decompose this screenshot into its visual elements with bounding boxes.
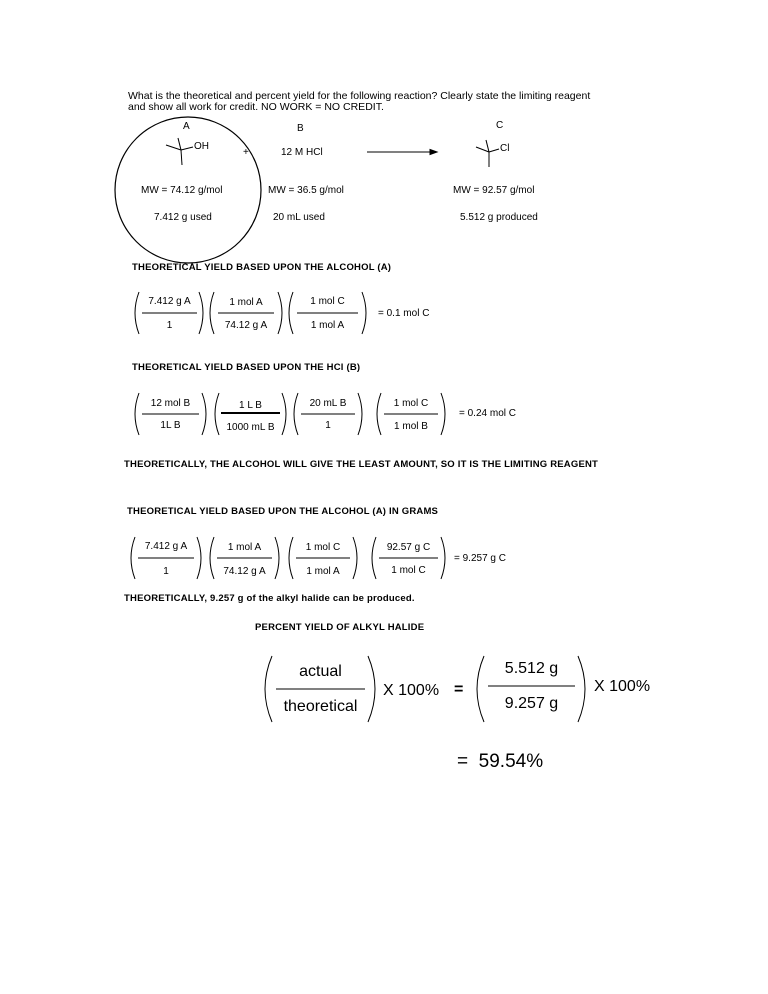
s3-f1-den: 1 [163,566,169,577]
percent-num-1: actual [299,663,342,680]
s1-f2-num: 1 mol A [229,297,263,308]
s2-f4-den: 1 mol B [394,421,428,432]
s3-f2-den: 74.12 g A [223,566,266,577]
s1-f2-den: 74.12 g A [224,320,268,331]
percent-times-2: X 100% [594,678,651,695]
percent-times-1: X 100% [383,682,440,699]
used-b: 20 mL used [273,212,325,223]
s3-f3-num: 1 mol C [305,542,341,553]
s2-result: = 0.24 mol C [459,408,516,419]
s2-f2-num: 1 L B [239,400,262,411]
s3-f1-num: 7.412 g A [144,541,188,552]
section2-heading: THEORETICAL YIELD BASED UPON THE HCl (B) [132,362,361,373]
s3-f4-num: 92.57 g C [386,542,431,553]
reaction-arrow [367,150,437,155]
s2-f3-den: 1 [325,420,331,431]
percent-heading: PERCENT YIELD OF ALKYL HALIDE [255,622,425,633]
s1-f1-den: 1 [166,320,173,331]
alcohol-structure [166,138,193,165]
mw-a: MW = 74.12 g/mol [141,185,223,196]
percent-num-2: 5.512 g [504,660,559,677]
label-a: A [183,121,190,132]
percent-equals: = [454,681,464,698]
s2-f1-den: 1L B [160,420,181,431]
question-line-2: and show all work for credit. NO WORK = NO CREDIT. [128,101,384,113]
alkyl-halide-structure [476,140,499,167]
percent-den-1: theoretical [283,698,358,715]
section1-heading: THEORETICAL YIELD BASED UPON THE ALCOHOL (A) [132,262,392,273]
percent-yield-result: = 59.54% [457,751,544,772]
s1-f3-den: 1 mol A [310,320,345,331]
label-c: C [496,120,504,131]
s2-f4-num: 1 mol C [393,398,429,409]
produced-c: 5.512 g produced [460,212,538,223]
s3-f4-den: 1 mol C [391,565,426,576]
limiting-reagent-conclusion: THEORETICALLY, THE ALCOHOL WILL GIVE THE LEAST AMOUNT, SO IT IS THE LIMITING REAGENT [124,459,599,470]
hcl-reagent: 12 M HCl [281,147,323,158]
theoretical-yield-conclusion: THEORETICALLY, 9.257 g of the alkyl halide can be produced. [124,593,415,604]
s2-f2-den: 1000 mL B [226,422,275,433]
s2-f1-num: 12 mol B [150,398,191,409]
s3-f2-num: 1 mol A [227,542,262,553]
section3-heading: THEORETICAL YIELD BASED UPON THE ALCOHOL (A) IN GRAMS [127,506,439,517]
hydroxyl-label: OH [194,141,209,152]
mw-c: MW = 92.57 g/mol [453,185,535,196]
s2-f3-num: 20 mL B [309,398,347,409]
s3-result: = 9.257 g C [454,553,506,564]
s1-f1-num: 7.412 g A [148,296,191,307]
plus-sign: + [243,147,249,158]
used-a: 7.412 g used [154,212,212,223]
s1-f3-num: 1 mol C [310,296,345,307]
mw-b: MW = 36.5 g/mol [268,185,344,196]
s3-f3-den: 1 mol A [306,566,340,577]
chloride-label: Cl [500,143,510,154]
percent-den-2: 9.257 g [504,695,559,712]
label-b: B [297,123,304,134]
question-line-1: What is the theoretical and percent yield for the following reaction? Clearly state the limiting reagent [128,90,591,102]
s1-result: = 0.1 mol C [378,308,430,319]
